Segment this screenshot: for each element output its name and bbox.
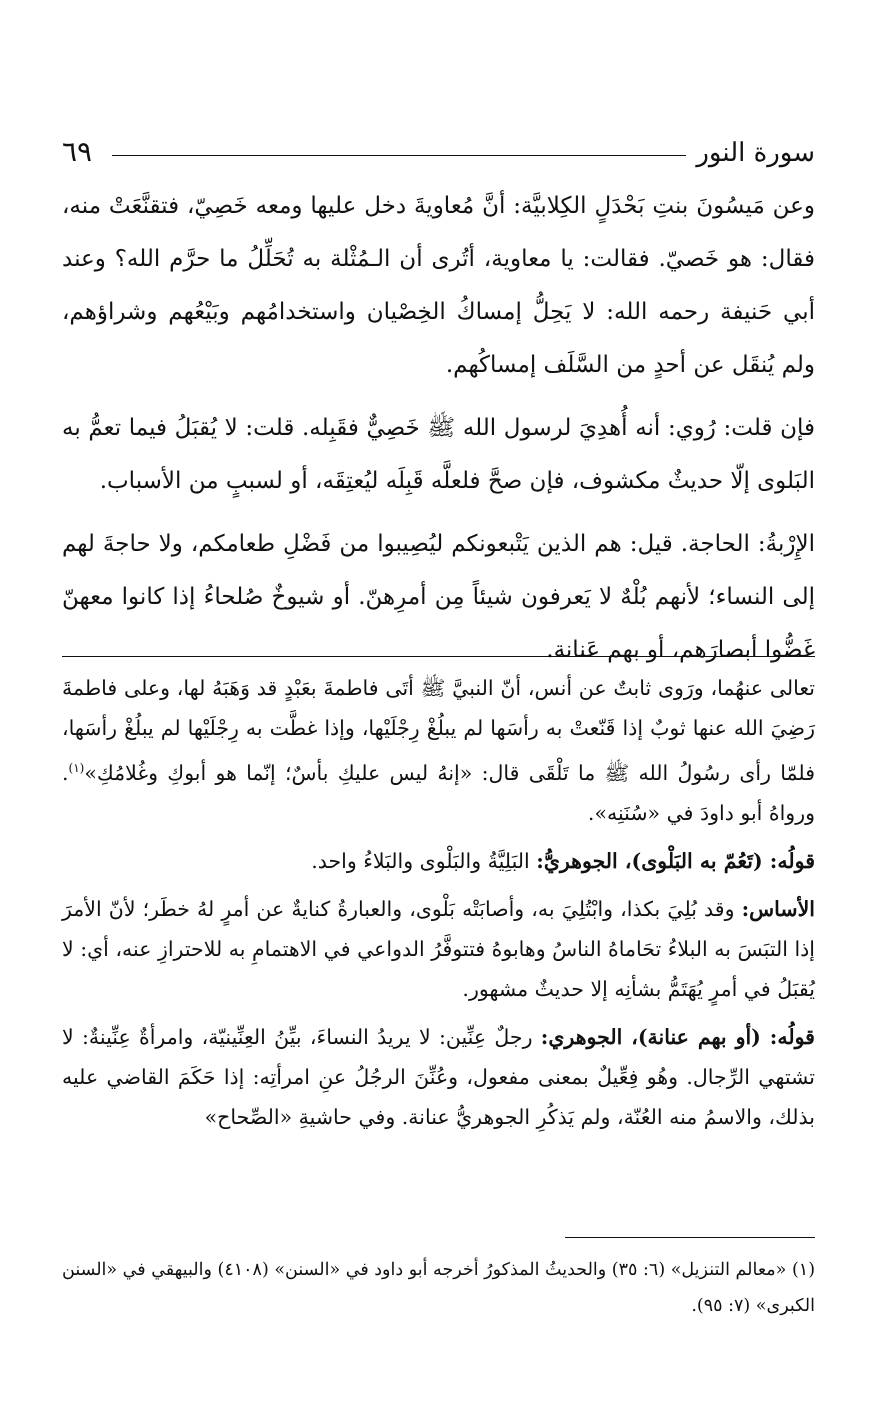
main-paragraph: الإِرْبةُ: الحاجة. قيل: هم الذين يَتْبعونكم ليُصِيبوا من فَضْلِ طعامكم، ولا حاجةَ لهم إلى النساء؛ لأنهم بُلْهٌ لا يَعرفون شيئاً مِن أمرِهنّ. أو شيوخٌ صُلحاءُ إذا كانوا معهنّ غَضُّوا أبصارَهم، أو بهم عَنانة. — [62, 531, 815, 663]
commentary-lemma: قولُه: (تَعُمّ به البَلْوى)، الجوهريُّ: — [536, 848, 815, 873]
header-rule — [112, 155, 686, 156]
footnote-reference: (١) — [68, 761, 85, 775]
commentary-paragraph — [62, 1017, 815, 1137]
commentary-text-span: وقد بُلِيَ بكذا، وابْتُلِيَ به، وأصابَتْه بَلْوى، والعبارةُ كنايةٌ عن أمرٍ لهُ خطَر؛ لأنّ الأمرَ إذا التبَسَ به البلاءُ تحَاماهُ الناسُ وهابوهُ فتتوفَّرُ الدواعي في الاهتمامِ به للاحترازِ عنه، أي: لا يُقبَلُ في أمرٍ يُهَتَمُّ بشأنِه إلا حديثٌ مشهور. — [62, 896, 815, 1001]
commentary-text — [62, 668, 815, 1145]
commentary-paragraph — [62, 668, 815, 833]
page-header — [62, 118, 815, 166]
commentary-lemma: قولُه: (أو بهم عنانة)، الجوهري: — [540, 1024, 815, 1049]
footnote-item: (١) «معالم التنزيل» (٦: ٣٥) والحديثُ المذكورُ أخرجه أبو داود في «السنن» (٤١٠٨) والبيهقي في «السنن الكبرى» (٧: ٩٥). — [62, 1260, 816, 1316]
surah-title: سورة النور — [696, 138, 815, 168]
commentary-text-span: البَلِيَّةُ والبَلْوى والبَلاءُ واحد. — [311, 848, 537, 873]
commentary-paragraph — [62, 889, 815, 1009]
section-divider — [62, 656, 815, 657]
commentary-text-span: رجلٌ عِنِّين: لا يريدُ النساءَ، بيِّنُ العِنِّينيّة، وامرأةٌ عِنِّينةٌ: لا تشتهي الرِّجال. وهُو فِعِّيلٌ بمعنى مفعول، وعُنِّنَ الرجُلُ عنِ امرأتِه: إذا حَكَمَ القاضي عليه بذلك، والاسمُ منه العُنّة، ولم يَذكُرِ الجوهريُّ عنانة. وفي حاشيةِ «الصِّحاح» — [62, 1024, 815, 1129]
commentary-text-span: تعالى عنهُما، ورَوى ثابتٌ عن أنس، أنّ النبيَّ ﷺ أتَى فاطمةَ بعَبْدٍ قد وَهَبَهُ لها، وعلى فاطمةَ رَضِيَ الله عنها ثوبٌ إذا قَنّعتْ به رأسَها لم يبلُغْ رِجْلَيْها، وإذا غطَّت به رِجْلَيْها لم يبلُغْ رأسَها، فلمّا رأى رسُولُ الله ﷺ ما تَلْقَى قال: «إنهُ ليس عليكِ بأسٌ؛ إنّما هو أبوكِ وغُلامُكِ» — [62, 676, 815, 785]
main-text — [62, 180, 815, 687]
commentary-paragraph — [62, 841, 815, 881]
main-paragraph: وعن مَيسُونَ بنتِ بَحْدَلٍ الكِلابيَّة: أنَّ مُعاويةَ دخل عليها ومعه خَصِيّ، فتقنَّعَتْ منه، فقال: هو خَصيّ. فقالت: يا معاوية، أتُرى أن الـمُثْلة به تُحَلِّلُ ما حرَّم الله؟ وعند أبي حَنيفة رحمه الله: لا يَحِلُّ إمساكُ الخِصْيان واستخدامُهم وبَيْعُهم وشراؤهم، ولم يُنقَل عن أحدٍ من السَّلَف إمساكُهم. — [62, 193, 815, 378]
commentary-lemma: الأساس: — [741, 896, 815, 921]
footnote-divider — [565, 1237, 815, 1238]
page-number: ٦٩ — [62, 135, 93, 168]
commentary-text-span: . ورواهُ أبو داودَ في «سُنَنِه». — [62, 760, 815, 825]
footnotes — [62, 1252, 815, 1324]
main-paragraph: فإن قلت: رُوي: أنه أُهدِيَ لرسول الله ﷺ خَصِيٌّ فقَبِله. قلت: لا يُقبَلُ فيما تعمُّ به البَلوى إلّا حديثٌ مكشوف، فإن صحَّ فلعلَّه قَبِلَه ليُعتِقَه، أو لسببٍ من الأسباب. — [62, 415, 815, 494]
